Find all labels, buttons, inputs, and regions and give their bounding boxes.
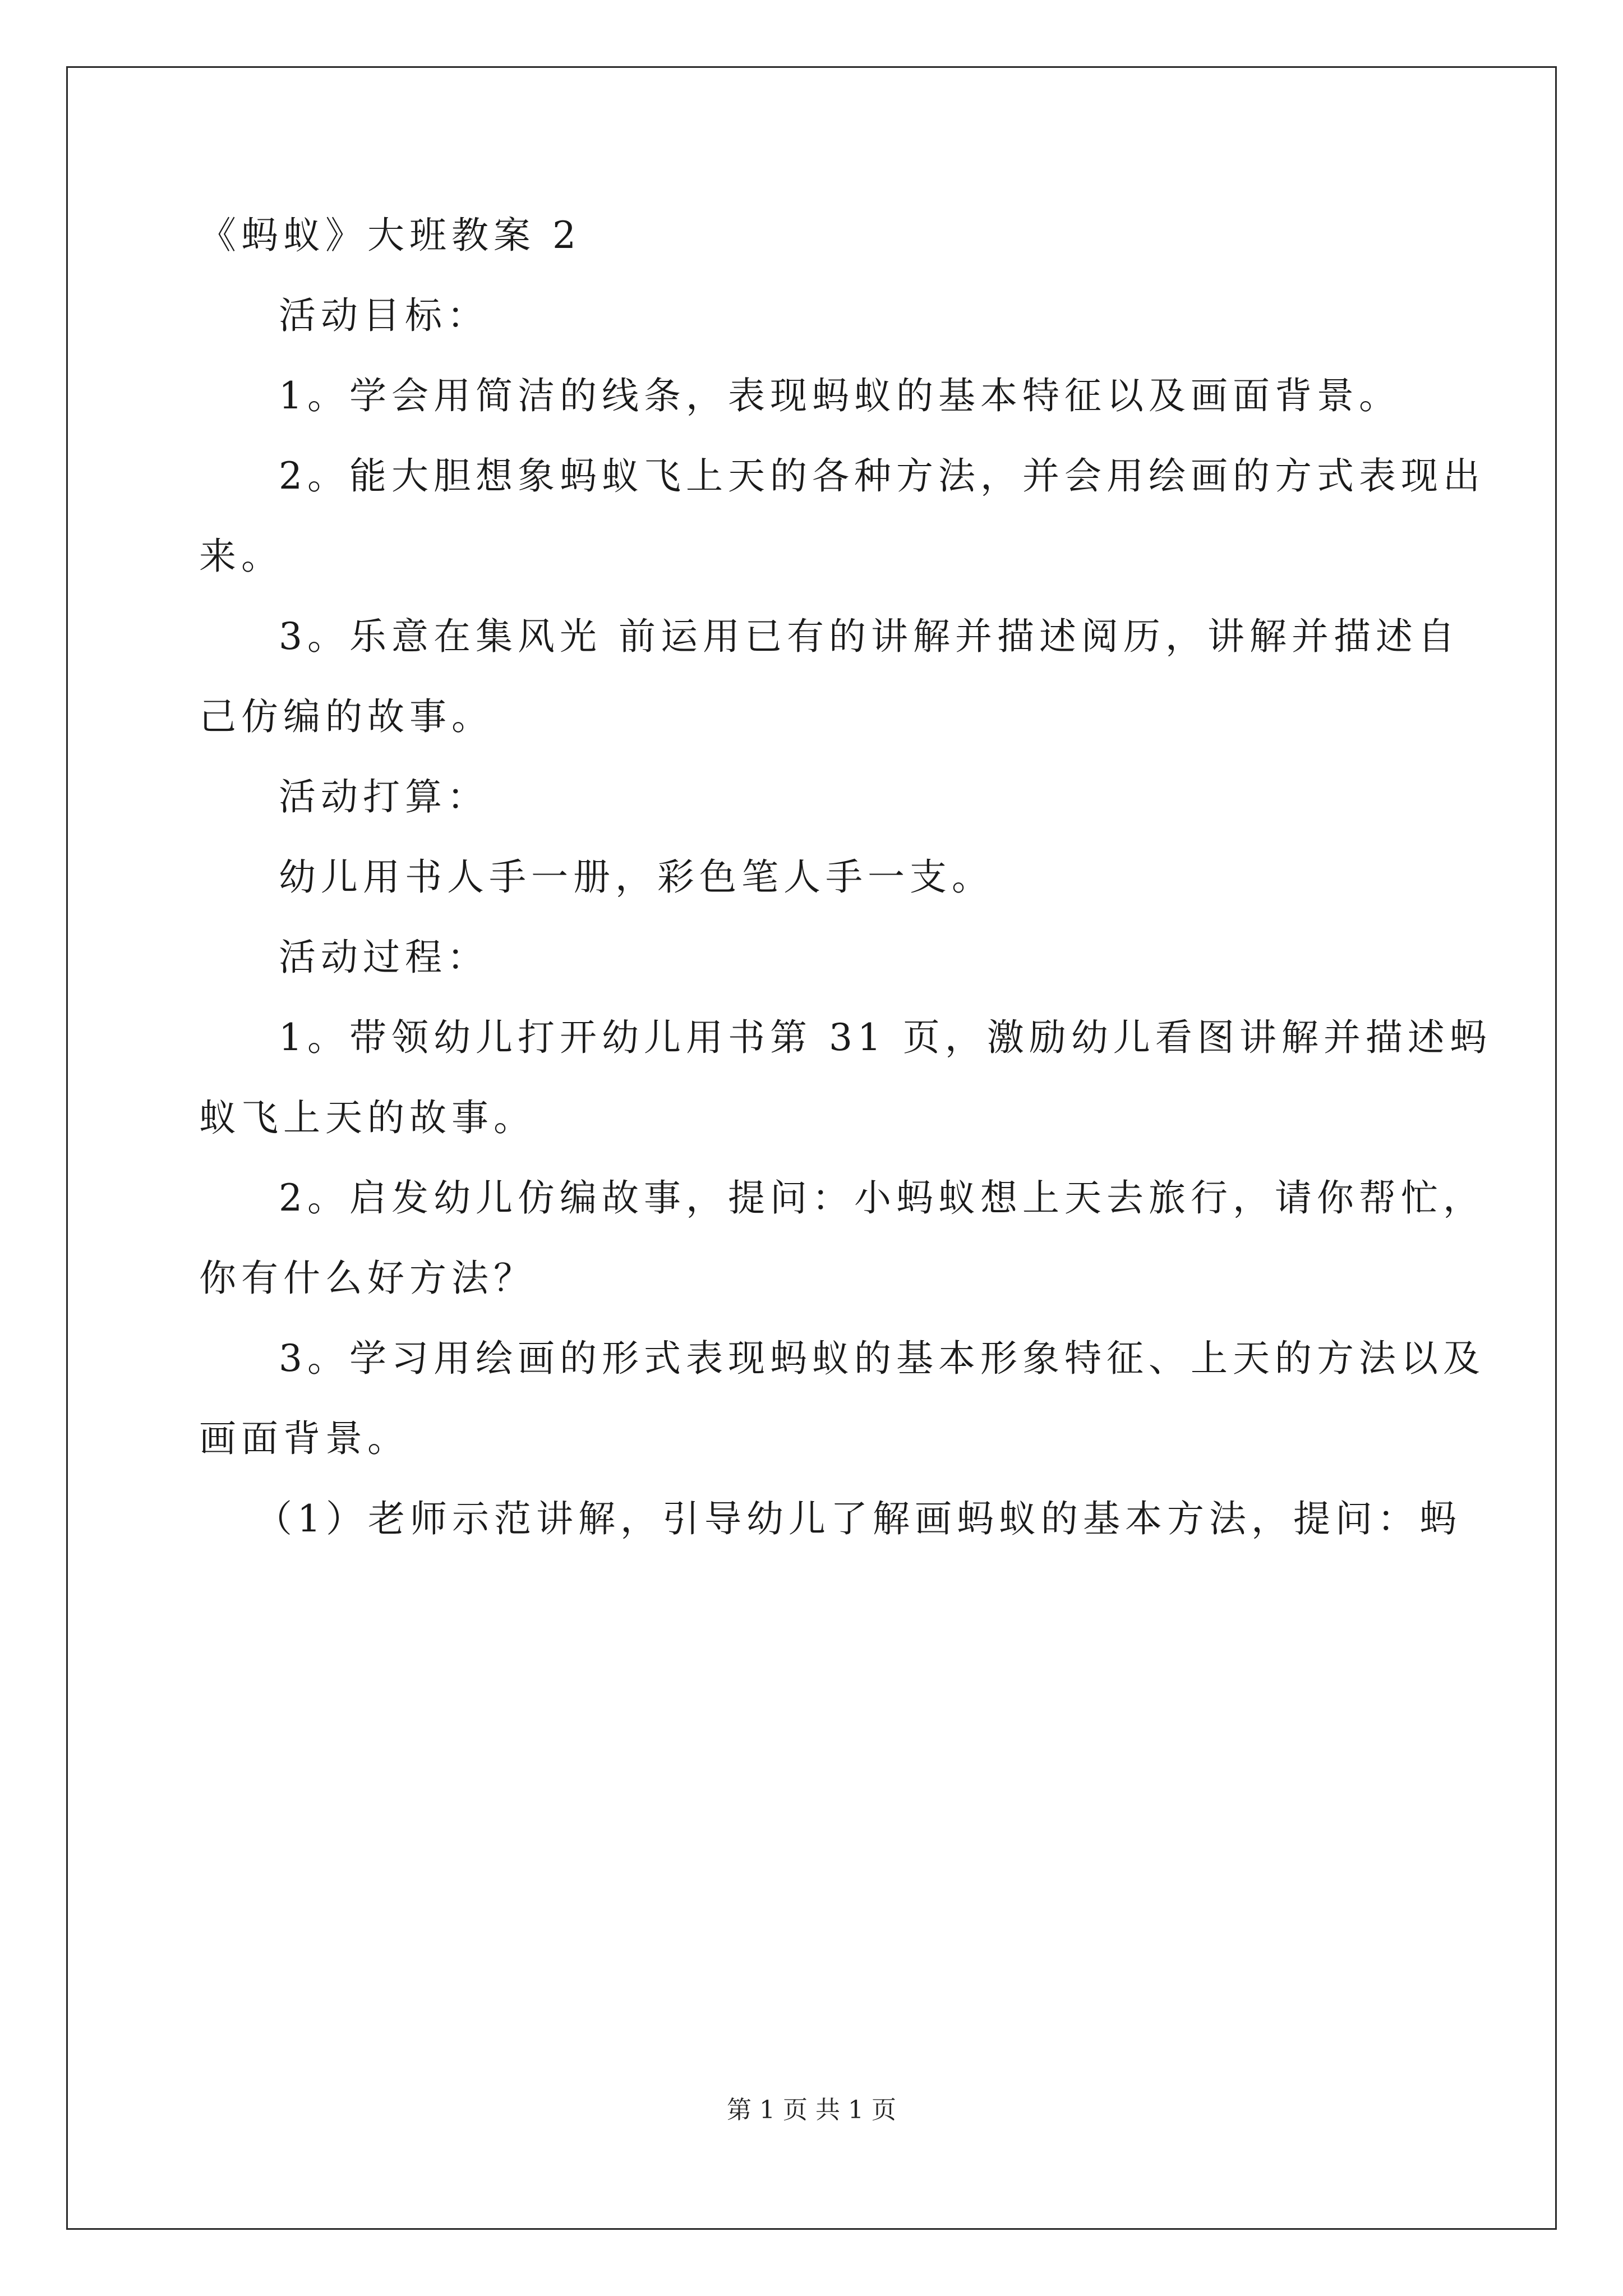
text-line: 3。乐意在集风光 前运用已有的讲解并描述阅历，讲解并描述自 xyxy=(279,615,1460,658)
text-line: 1。带领幼儿打开幼儿用书第 31 页，激励幼儿看图讲解并描述蚂 xyxy=(279,1016,1492,1059)
text-line: 幼儿用书人手一册，彩色笔人手一支。 xyxy=(279,855,994,899)
text-line: 活动过程： xyxy=(279,936,489,979)
page-footer: 第 1 页 共 1 页 xyxy=(727,2096,896,2124)
text-line: 3。学习用绘画的形式表现蚂蚁的基本形象特征、上天的方法以及 xyxy=(279,1337,1485,1380)
text-line: 己仿编的故事。 xyxy=(199,695,494,738)
text-line: 2。能大胆想象蚂蚁飞上天的各种方法，并会用绘画的方式表现出 xyxy=(279,454,1485,498)
text-line: 1。学会用简洁的线条，表现蚂蚁的基本特征以及画面背景。 xyxy=(279,374,1401,417)
text-line: 你有什么好方法？ xyxy=(199,1257,536,1300)
text-line: 画面背景。 xyxy=(199,1417,409,1460)
document-title: 《蚂蚁》大班教案 2 xyxy=(199,214,581,257)
text-line: 活动目标： xyxy=(279,294,489,337)
text-line: 活动打算： xyxy=(279,775,489,818)
text-line: 2。启发幼儿仿编故事，提问：小蚂蚁想上天去旅行，请你帮忙， xyxy=(279,1176,1485,1220)
text-line: （1）老师示范讲解，引导幼儿了解画蚂蚁的基本方法，提问：蚂 xyxy=(255,1497,1461,1540)
text-line: 来。 xyxy=(199,535,283,578)
text-line: 蚁飞上天的故事。 xyxy=(199,1096,536,1139)
